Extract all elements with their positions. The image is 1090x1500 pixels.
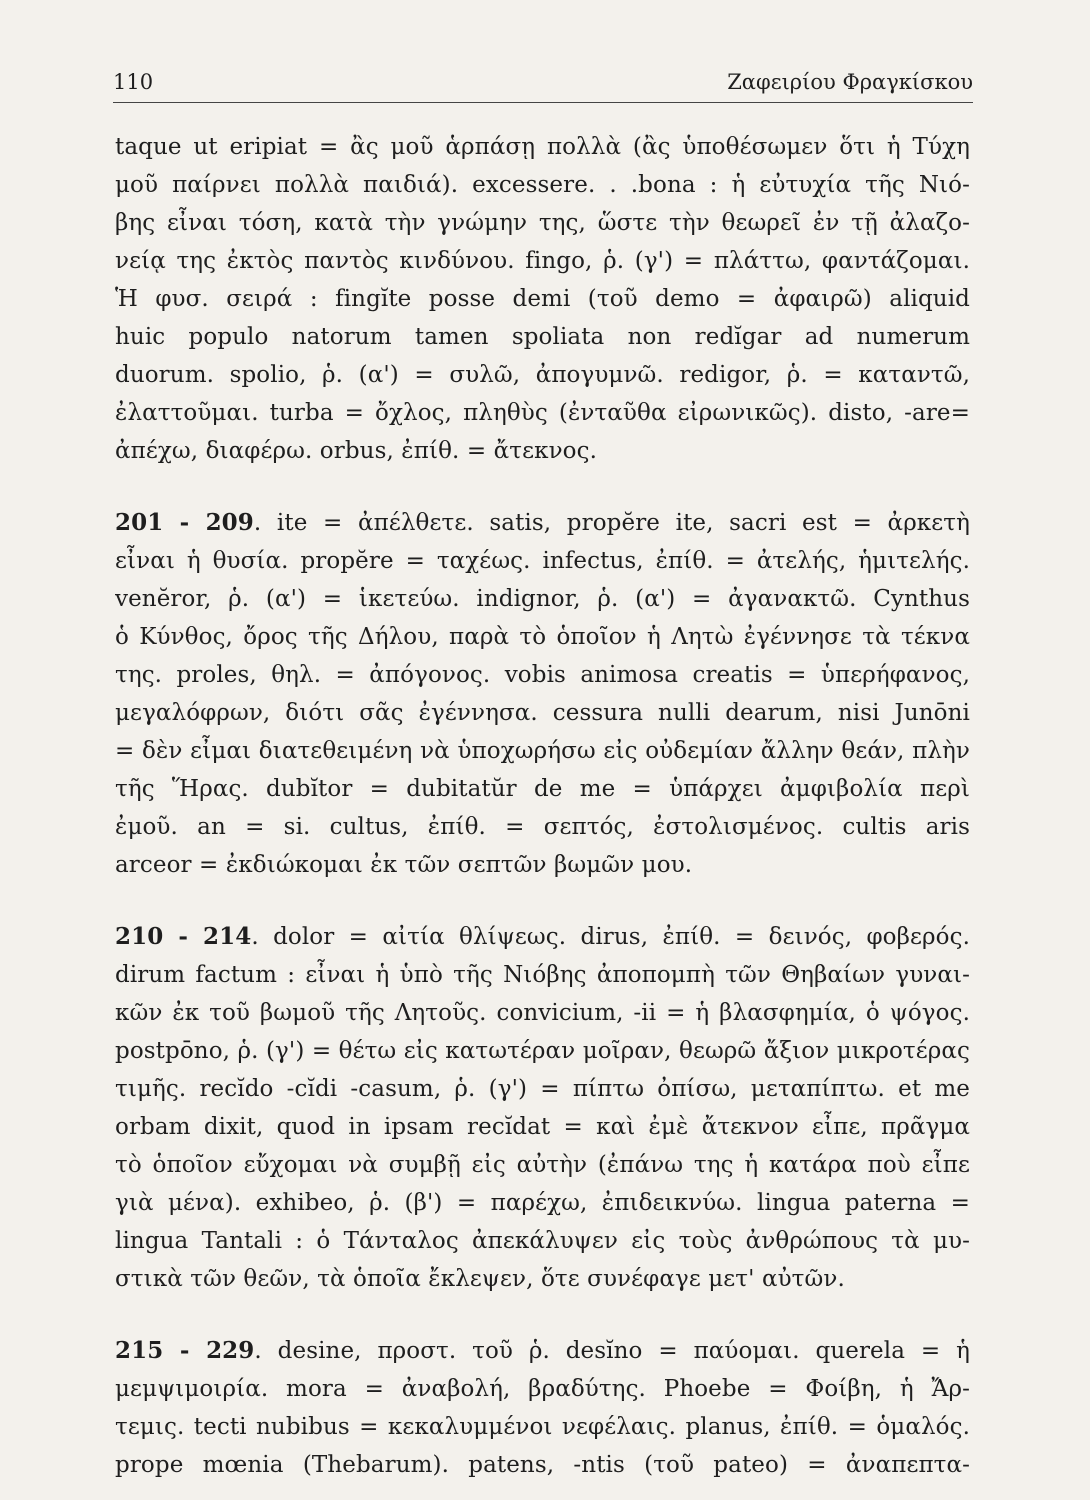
text-line: τεμις. tecti nubibus = κεκαλυμμένοι νεφέλαις. planus, ἐπίθ. = ὁμαλός.	[115, 1414, 970, 1440]
text-line: huic populo natorum tamen spoliata non redĭgar ad numerum	[115, 324, 970, 350]
running-title: Ζαφειρίου Φραγκίσκου	[727, 70, 973, 94]
text-line: lingua Tantali : ὁ Τάνταλος ἀπεκάλυψεν εἰς τοὺς ἀνθρώπους τὰ μυ-	[115, 1228, 970, 1254]
verse-range: 201 - 209	[115, 509, 254, 536]
paragraph	[115, 1332, 970, 1484]
text-line: εἶναι ἡ θυσία. propĕre = ταχέως. infectus, ἐπίθ. = ἀτελής, ἡμιτελής.	[115, 548, 970, 574]
page-number: 110	[113, 70, 154, 94]
text-line: ἐλαττοῦμαι. turba = ὄχλος, πληθὺς (ἐνταῦθα εἰρωνικῶς). disto, -are=	[115, 400, 970, 426]
text-line: = δὲν εἶμαι διατεθειμένη νὰ ὑποχωρήσω εἰς οὐδεμίαν ἄλλην θεάν, πλὴν	[115, 738, 970, 764]
text-line	[115, 1332, 970, 1370]
verse-range: 210 - 214	[115, 923, 252, 950]
text-line: τιμῆς. recĭdo -cĭdi -casum, ῥ. (γ') = πίπτω ὀπίσω, μεταπίπτω. et me	[115, 1076, 970, 1102]
text-line-rest: . desine, προστ. τοῦ ῥ. desĭno = παύομαι. querela = ἡ	[254, 1338, 970, 1364]
text-line: Ἡ φυσ. σειρά : fingĭte posse demi (τοῦ demo = ἀφαιρῶ) aliquid	[115, 286, 970, 312]
text-line: νείᾳ της ἐκτὸς παντὸς κινδύνου. fingo, ῥ. (γ') = πλάττω, φαντάζομαι.	[115, 248, 970, 274]
text-line	[115, 504, 970, 542]
text-line: taque ut eripiat = ἂς μοῦ ἁρπάσῃ πολλὰ (ἂς ὑποθέσωμεν ὅτι ἡ Τύχη	[115, 134, 970, 160]
text-line: ὁ Κύνθος, ὄρος τῆς Δήλου, παρὰ τὸ ὁποῖον ἡ Λητὼ ἐγέννησε τὰ τέκνα	[115, 624, 970, 650]
text-line-rest: . dolor = αἰτία θλίψεως. dirus, ἐπίθ. = δεινός, φοβερός.	[251, 924, 970, 950]
text-line: ἀπέχω, διαφέρω. orbus, ἐπίθ. = ἄτεκνος.	[115, 438, 597, 464]
text-line: γιὰ μένα). exhibeo, ῥ. (β') = παρέχω, ἐπιδεικνύω. lingua paterna =	[115, 1190, 970, 1216]
paragraph	[115, 504, 970, 884]
text-line: duorum. spolio, ῥ. (α') = συλῶ, ἀπογυμνῶ. redigor, ῥ. = καταντῶ,	[115, 362, 970, 388]
page-body	[115, 128, 970, 1484]
running-header	[113, 62, 973, 103]
text-line: prope mœnia (Thebarum). patens, -ntis (τοῦ pateo) = ἀναπεπτα-	[115, 1452, 970, 1478]
text-line: arceor = ἐκδιώκομαι ἐκ τῶν σεπτῶν βωμῶν μου.	[115, 852, 693, 878]
text-line: μεμψιμοιρία. mora = ἀναβολή, βραδύτης. Phoebe = Φοίβη, ἡ Ἄρ-	[115, 1376, 970, 1402]
text-line: της. proles, θηλ. = ἀπόγονος. vobis animosa creatis = ὑπερήφανος,	[115, 662, 970, 688]
text-line: στικὰ τῶν θεῶν, τὰ ὁποῖα ἔκλεψεν, ὅτε συνέφαγε μετ' αὐτῶν.	[115, 1266, 845, 1292]
text-line: venĕror, ῥ. (α') = ἱκετεύω. indignor, ῥ. (α') = ἀγανακτῶ. Cynthus	[115, 586, 970, 612]
text-line: κῶν ἐκ τοῦ βωμοῦ τῆς Λητοῦς. convicium, -ii = ἡ βλασφημία, ὁ ψόγος.	[115, 1000, 970, 1026]
text-line: postpōno, ῥ. (γ') = θέτω εἰς κατωτέραν μοῖραν, θεωρῶ ἄξιον μικροτέρας	[115, 1038, 970, 1064]
text-line-rest: . ite = ἀπέλθετε. satis, propĕre ite, sacri est = ἀρκετὴ	[253, 510, 970, 536]
text-line: dirum factum : εἶναι ἡ ὑπὸ τῆς Νιόβης ἀποπομπὴ τῶν Θηβαίων γυναι-	[115, 962, 970, 988]
text-line	[115, 918, 970, 956]
text-line: orbam dixit, quod in ipsam recĭdat = καὶ ἐμὲ ἄτεκνον εἶπε, πρᾶγμα	[115, 1114, 970, 1140]
text-line: τῆς Ἥρας. dubĭtor = dubitatŭr de me = ὑπάρχει ἀμφιβολία περὶ	[115, 776, 970, 802]
text-line: μεγαλόφρων, διότι σᾶς ἐγέννησα. cessura nulli dearum, nisi Junōni	[115, 700, 970, 726]
paragraph	[115, 128, 970, 470]
text-line: βης εἶναι τόση, κατὰ τὴν γνώμην της, ὥστε τὴν θεωρεῖ ἐν τῇ ἀλαζο-	[115, 210, 970, 236]
text-line: μοῦ παίρνει πολλὰ παιδιά). excessere. . .bona : ἡ εὐτυχία τῆς Νιό-	[115, 172, 970, 198]
text-line: τὸ ὁποῖον εὔχομαι νὰ συμβῇ εἰς αὐτὴν (ἐπάνω της ἡ κατάρα ποὺ εἶπε	[115, 1152, 970, 1178]
paragraph	[115, 918, 970, 1298]
text-line: ἐμοῦ. an = si. cultus, ἐπίθ. = σεπτός, ἐστολισμένος. cultis aris	[115, 814, 970, 840]
verse-range: 215 - 229	[115, 1337, 255, 1364]
